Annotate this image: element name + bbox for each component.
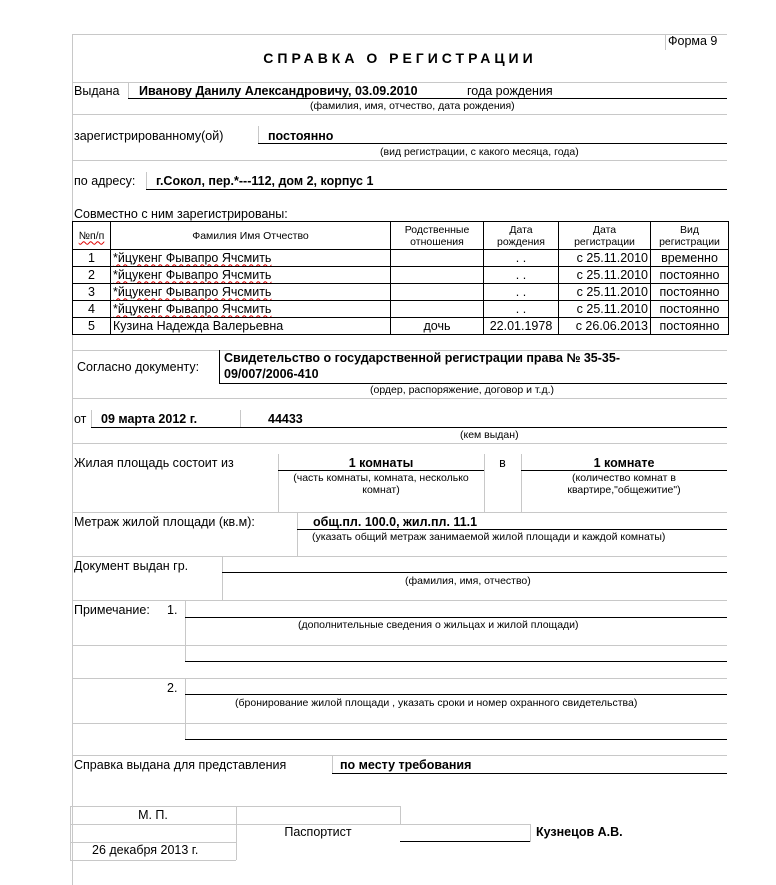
col-header-reg-type: Вид регистрации — [651, 222, 729, 250]
living-area-label: Жилая площадь состоит из — [74, 456, 234, 470]
row-name: Кузина Надежда Валерьевна — [111, 318, 391, 335]
row-name: *йцукенг Фывапро Ячсмить — [111, 301, 391, 318]
row-birth: . . — [484, 267, 559, 284]
registration-value[interactable]: постоянно — [268, 129, 334, 143]
row-name: *йцукенг Фывапро Ячсмить — [111, 250, 391, 267]
registration-hint: (вид регистрации, с какого месяца, года) — [380, 146, 579, 158]
col-header-num: №п/п — [73, 222, 111, 250]
row-num: 5 — [73, 318, 111, 335]
row-reg-type: постоянно — [651, 301, 729, 318]
registration-label: зарегистрированному(ой) — [74, 129, 224, 143]
row-birth: . . — [484, 250, 559, 267]
issued-to-suffix: года рождения — [467, 84, 553, 98]
row-relation — [391, 284, 484, 301]
table-row[interactable] — [73, 267, 729, 284]
issued-to-hint: (фамилия, имя, отчество, дата рождения) — [310, 100, 515, 112]
issued-by-label: Документ выдан гр. — [74, 559, 189, 573]
address-value[interactable]: г.Сокол, пер.*---112, дом 2, корпус 1 — [156, 174, 374, 188]
row-birth: . . — [484, 284, 559, 301]
issued-by-hint: (фамилия, имя, отчество) — [405, 575, 531, 587]
col-header-name: Фамилия Имя Отчество — [111, 222, 391, 250]
row-num: 2 — [73, 267, 111, 284]
document-issuer-hint: (кем выдан) — [460, 429, 519, 441]
signer-name[interactable]: Кузнецов А.В. — [536, 825, 623, 839]
signer-role: Паспортист — [284, 825, 352, 839]
row-reg-date: с 25.11.2010 — [559, 250, 651, 267]
row-birth: . . — [484, 301, 559, 318]
stamp-label: М. П. — [138, 808, 168, 822]
page-title: СПРАВКА О РЕГИСТРАЦИИ — [263, 50, 537, 66]
row-reg-date: с 25.11.2010 — [559, 284, 651, 301]
cohabitants-table — [72, 221, 729, 335]
document-date[interactable]: 09 марта 2012 г. — [101, 412, 198, 426]
row-name: *йцукенг Фывапро Ячсмить — [111, 267, 391, 284]
living-area-in-label: в — [499, 456, 506, 470]
row-reg-type: постоянно — [651, 318, 729, 335]
row-relation — [391, 301, 484, 318]
metrage-value[interactable]: общ.пл. 100.0, жил.пл. 11.1 — [313, 515, 478, 529]
document-value-line1[interactable]: Свидетельство о государственной регистрации права № 35-35- — [224, 351, 620, 365]
row-relation: дочь — [391, 318, 484, 335]
col-header-birth: Дата рождения — [484, 222, 559, 250]
living-area-rooms[interactable]: 1 комнаты — [348, 456, 414, 470]
living-area-total-hint: (количество комнат в квартире,"общежитие") — [567, 472, 681, 496]
metrage-hint: (указать общий метраж занимаемой жилой площади и каждой комнаты) — [312, 531, 666, 543]
table-header-row — [73, 222, 729, 250]
document-value-line2[interactable]: 09/007/2006-410 — [224, 367, 319, 381]
row-name: *йцукенг Фывапро Ячсмить — [111, 284, 391, 301]
row-relation — [391, 250, 484, 267]
table-row[interactable] — [73, 250, 729, 267]
row-num: 4 — [73, 301, 111, 318]
table-row[interactable] — [73, 318, 729, 335]
issued-to-label: Выдана — [74, 84, 120, 98]
row-reg-type: временно — [651, 250, 729, 267]
document-date-label: от — [74, 412, 87, 426]
note-label: Примечание: — [74, 603, 150, 617]
row-reg-type: постоянно — [651, 267, 729, 284]
row-reg-date: с 26.06.2013 — [559, 318, 651, 335]
living-area-total-rooms[interactable]: 1 комнате — [593, 456, 655, 470]
row-reg-date: с 25.11.2010 — [559, 301, 651, 318]
cohabitants-label: Совместно с ним зарегистрированы: — [74, 207, 288, 221]
row-relation — [391, 267, 484, 284]
document-number[interactable]: 44433 — [268, 412, 303, 426]
form-label: Форма 9 — [668, 34, 718, 48]
metrage-label: Метраж жилой площади (кв.м): — [74, 515, 255, 529]
note-hint1: (дополнительные сведения о жильцах и жилой площади) — [298, 619, 579, 631]
row-reg-date: с 25.11.2010 — [559, 267, 651, 284]
purpose-label: Справка выдана для представления — [74, 758, 287, 772]
col-header-reg-date: Дата регистрации — [559, 222, 651, 250]
table-row[interactable] — [73, 301, 729, 318]
row-num: 1 — [73, 250, 111, 267]
purpose-value[interactable]: по месту требования — [340, 758, 472, 772]
note-hint2: (бронирование жилой площади , указать сроки и номер охранного свидетельства) — [235, 697, 638, 709]
note-item2: 2. — [167, 681, 178, 695]
living-area-rooms-hint: (часть комнаты, комната, несколько комнат) — [293, 472, 469, 496]
row-num: 3 — [73, 284, 111, 301]
address-label: по адресу: — [74, 174, 136, 188]
row-birth: 22.01.1978 — [484, 318, 559, 335]
row-reg-type: постоянно — [651, 284, 729, 301]
table-row[interactable] — [73, 284, 729, 301]
document-hint: (ордер, распоряжение, договор и т.д.) — [370, 384, 554, 396]
col-header-relation: Родственные отношения — [391, 222, 484, 250]
document-label: Согласно документу: — [77, 360, 200, 374]
note-item1: 1. — [167, 603, 178, 617]
issued-to-value[interactable]: Иванову Данилу Александровичу, 03.09.2010 — [139, 84, 418, 98]
issue-date[interactable]: 26 декабря 2013 г. — [92, 843, 199, 857]
